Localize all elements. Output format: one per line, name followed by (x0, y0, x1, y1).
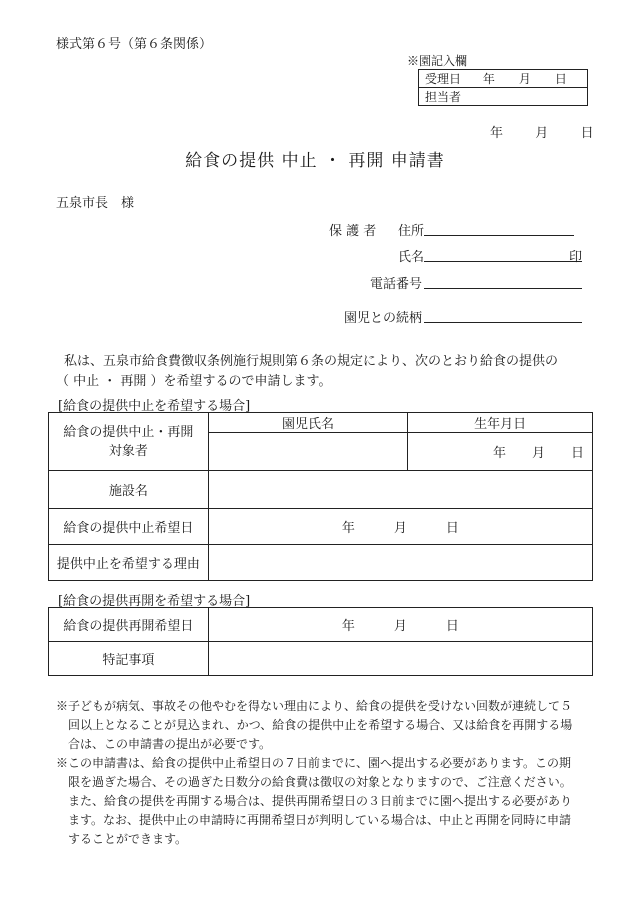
note-1-line-3: 合は、この申請書の提出が必要です。 (68, 737, 272, 751)
name-label: 氏名 (398, 250, 425, 265)
child-name-header: 園児氏名 (208, 413, 408, 433)
facility-field[interactable] (208, 471, 592, 509)
name-field[interactable] (424, 246, 582, 262)
application-date[interactable] (490, 122, 594, 141)
staff-cell (419, 88, 588, 106)
address-field[interactable] (424, 220, 574, 236)
guardian-label: 保 護 者 (329, 224, 377, 239)
remarks-label: 特記事項 (49, 642, 209, 676)
resume-date-field[interactable]: 年 月 日 (208, 608, 592, 642)
phone-field[interactable] (424, 273, 582, 289)
child-name-field[interactable] (208, 433, 408, 471)
stop-date-field[interactable]: 年 月 日 (208, 509, 592, 545)
received-date: 年 月 日 (482, 72, 567, 86)
date-month: 月 (535, 126, 549, 141)
date-day: 日 (580, 126, 594, 141)
suspend-section-heading: [給食の提供中止を希望する場合] (58, 399, 251, 414)
reason-label: 提供中止を希望する理由 (49, 545, 209, 581)
office-use-title: ※園記入欄 (407, 54, 468, 68)
note-2-line-2: 限を過ぎた場合、その過ぎた日数分の給食費は徴収の対象となりますので、ご注意ください。 (68, 775, 572, 789)
relation-field[interactable] (424, 307, 582, 323)
target-label-line-1: 給食の提供中止・再開 (63, 424, 194, 440)
note-2-line-3: また、給食の提供を再開する場合は、提供再開希望日の３日前までに園へ提出する必要があり (68, 794, 573, 808)
relation-label: 園児との続柄 (344, 311, 423, 326)
resume-date-label: 給食の提供再開希望日 (49, 608, 209, 642)
suspend-table (48, 412, 593, 581)
facility-label: 施設名 (49, 471, 209, 509)
target-label-line-2: 対象者 (108, 443, 148, 459)
address-label: 住所 (398, 224, 425, 239)
stop-date-label: 給食の提供中止希望日 (49, 509, 209, 545)
resume-section-heading: [給食の提供再開を希望する場合] (58, 594, 251, 609)
seal-mark: 印 (569, 250, 583, 265)
note-1-line-1: ※子どもが病気、事故その他やむを得ない理由により、給食の提供を受けない回数が連続して５ (56, 699, 573, 713)
intro-line-2: （ 中止 ・ 再開 ）を希望するので申請します。 (56, 374, 332, 389)
remarks-field[interactable] (208, 642, 592, 676)
office-use-box (418, 69, 588, 106)
birthdate-header: 生年月日 (408, 413, 593, 433)
date-year: 年 (490, 126, 504, 141)
reason-field[interactable] (208, 545, 592, 581)
resume-table (48, 607, 593, 676)
note-2-line-4: ます。なお、提供中止の申請時に再開希望日が判明している場合は、中止と再開を同時に申請 (68, 813, 572, 827)
notes (56, 697, 572, 849)
received-label: 受理日 (425, 72, 462, 86)
note-2-line-5: することができます。 (68, 832, 188, 846)
note-2-line-1: ※この申請書は、給食の提供中止希望日の７日前までに、園へ提出する必要があります。この期 (56, 756, 572, 770)
received-date-cell (419, 70, 588, 88)
phone-label: 電話番号 (370, 277, 423, 292)
document-title: 給食の提供 中止 ・ 再開 申請書 (185, 151, 445, 171)
addressee: 五泉市長 様 (56, 196, 135, 211)
form-number: 様式第６号（第６条関係） (56, 37, 213, 52)
note-1-line-2: 回以上となることが見込まれ、かつ、給食の提供中止を希望する場合、又は給食を再開する場 (68, 718, 573, 732)
target-label-cell (49, 413, 209, 471)
intro-line-1: 私は、五泉市給食費徴収条例施行規則第６条の規定により、次のとおり給食の提供の (64, 354, 559, 369)
staff-label: 担当者 (425, 90, 462, 104)
birthdate-field[interactable]: 年 月 日 (408, 433, 593, 471)
